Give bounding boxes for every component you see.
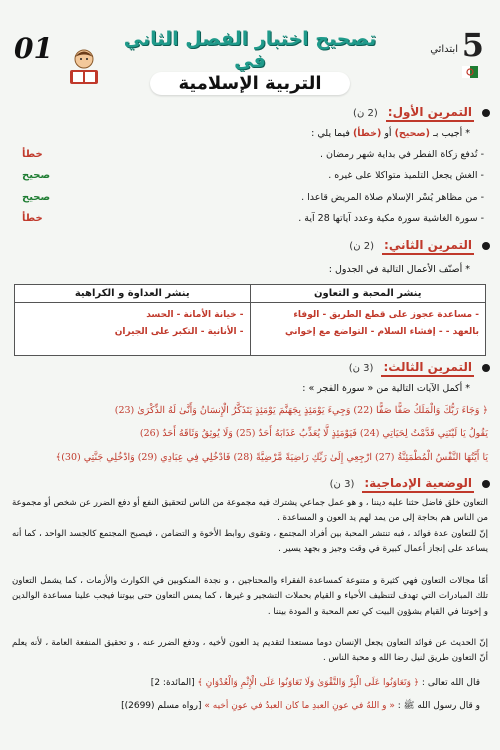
ex3-title: التمرين الثالث: (381, 360, 474, 377)
ex2-heading (349, 236, 490, 256)
bullet-icon (482, 364, 490, 372)
quran-verse-line: يَا أَيَّتُهَا النَّفْسُ الْمُطْمَئِنَّةُ (27) ارْجِعِي إِلَىٰ رَبِّكِ رَاضِيَةً مَّرْضِيَّةً (28) فَادْخُلِي فِي عِبَادِي (29) وَادْخُلِي جَنَّتِي (30)﴾ (55, 452, 488, 463)
ex4-title: الوضعية الإدماجية: (362, 476, 474, 493)
ex1-points: (2 ن) (353, 107, 378, 119)
ex2-points: (2 ن) (349, 240, 375, 252)
ex4-heading (330, 474, 490, 494)
ex1-instruction: * أجيب بـ (صحيح) أو (خطأ) فيما يلي : (311, 128, 470, 139)
ex2-title: التمرين الثاني: (382, 238, 474, 255)
bullet-icon (482, 242, 490, 250)
classification-table (14, 284, 486, 356)
ex3-points: (3 ن) (348, 362, 374, 374)
ex1-item: - سورة الغاشية سورة مكية وعدد آياتها 28 آية . خطأ (22, 213, 484, 224)
grade-badge (404, 26, 492, 76)
essay-paragraph: التعاون خلق فاضل حثنا عليه ديننا ، و هو عمل جماعي يشترك فيه مجموعة من الناس لتحقيق النفع أو دفع الضرر عن شخص أو مجموعة من الناس هم بحاجة إلى من يمد لهم يد العون و المساعدة . (12, 498, 488, 524)
bullet-icon (482, 109, 490, 117)
ex1-title: التمرين الأول: (386, 105, 474, 122)
quran-verse-line: ﴿ وَجَاءَ رَبُّكَ وَالْمَلَكُ صَفًّا صَفًّا (22) وَجِيءَ يَوْمَئِذٍ بِجَهَنَّمَ يَوْمَئِذٍ يَتَذَكَّرُ الْإِنسَانُ وَأَنَّىٰ لَهُ الذِّكْرَىٰ (23) (114, 405, 488, 416)
ex1-item: - من مظاهر يُسْر الإسلام صلاة المريض قاعدا . صحيح (22, 192, 484, 203)
table-cell: - مساعدة عجوز على قطع الطريق - الوفاء بالعهد - - إفشاء السلام - التواضع مع إخواني (250, 303, 486, 355)
table-header: ينشر المحبة و التعاون (250, 285, 486, 302)
ex2-instruction: * أصنّف الأعمال التالية في الجدول : (328, 264, 470, 275)
grade-label: ابتدائي (430, 44, 458, 55)
ex1-item: - تُدفع زكاة الفطر في بداية شهر رمضان . خطأ (22, 149, 484, 160)
algeria-flag-icon (462, 66, 478, 78)
table-cell: - خيانة الأمانة - الحسد - الأنانية - التكبر على الجيران (114, 310, 244, 337)
ex3-heading (349, 358, 490, 378)
essay-paragraph: إنّ الحديث عن فوائد التعاون يجعل الإنسان دوما مستعدا لتقديم يد العون لأخيه ، ودفع الضرر عنه ، و تحقيق المنفعة العامة ، لأنه يعلم أنّ التعاون طريق لنيل رضا الله و محبة الناس . (12, 638, 488, 664)
grade-number: 5 (461, 26, 484, 64)
ex1-item: - الغش يجعل التلميذ متواكلا على غيره . صحيح (22, 170, 484, 181)
quran-verse-line: يَقُولُ يَا لَيْتَنِي قَدَّمْتُ لِحَيَاتِي (24) فَيَوْمَئِذٍ لَّا يُعَذِّبُ عَذَابَهُ أَحَدٌ (25) وَلَا يُوثِقُ وَثَاقَهُ أَحَدٌ (26) (139, 428, 488, 439)
quote-hadith: و قال رسول الله ﷺ : « و اللهُ في عونِ العبدِ ما كان العبدُ في عونِ أخيه » [رواه مسلم (2699)] (121, 701, 480, 711)
ex4-points: (3 ن) (329, 478, 355, 490)
quote-quran: قال الله تعالى : ﴿ وَتَعَاوَنُوا عَلَى الْبِرِّ وَالتَّقْوَىٰ وَلَا تَعَاوَنُوا عَلَى الْإِثْمِ وَالْعُدْوَانِ ﴾ [المائدة: 2] (150, 678, 480, 688)
header (0, 0, 500, 100)
student-reading-icon (64, 46, 104, 88)
subject-title: التربية الإسلامية (150, 72, 350, 95)
sheet-number: 01 (14, 32, 53, 65)
bullet-icon (482, 480, 490, 488)
essay-paragraph: إنّ للتعاون عدة فوائد ، فبه تنتشر المحبة بين أفراد المجتمع ، وتقوى روابط الأخوة و التضامن ، فيصبح المجتمع كالجسد الواحد ، كما أنه يساعد على إنجاز أعمال كبيرة في وقت وجيز و بجهد يسير . (12, 529, 488, 555)
ex3-instruction: * أكمل الآيات التالية من « سورة الفجر » : (302, 383, 470, 394)
table-header: ينشر العداوة و الكراهية (74, 288, 190, 299)
exam-title: تصحيح اختبار الفصل الثاني في (123, 28, 377, 72)
essay-paragraph: أمّا مجالات التعاون فهي كثيرة و متنوعة كمساعدة الفقراء والمحتاجين ، و نجدة المنكوبين في الكوارث والأزمات ، كما يشمل التعاون تلك المبادرات التي تهدف لتنظيف الأحياء و القيام بحملات التشجير و غيرها ، كما يمس التعاون حتى بيوتنا فيجب علينا مساعدة الوالدين و إخوتنا في القيام بشؤون البيت كي تعم المحبة و المودة بيننا . (12, 576, 488, 617)
ex1-heading (353, 103, 490, 123)
